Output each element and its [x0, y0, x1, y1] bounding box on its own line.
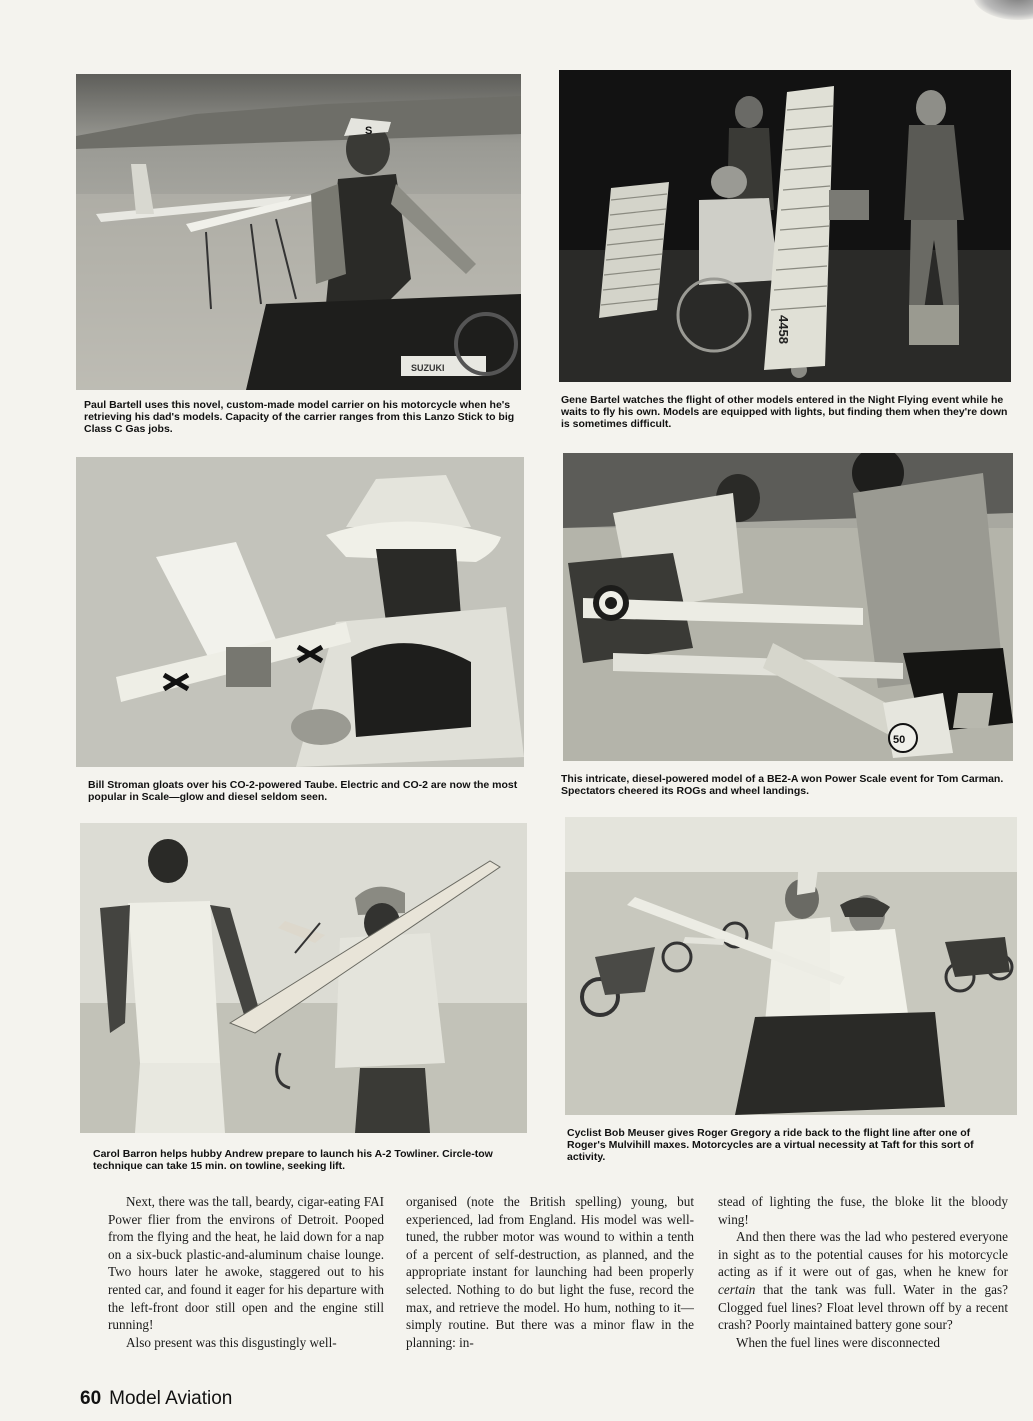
caption-photo4: This intricate, diesel-powered model of a BE2-A won Power Scale event for Tom Carman. Spectators cheered its ROGs and wheel landings. [561, 773, 1004, 797]
article-paragraph: stead of lighting the fuse, the bloke lit the bloody wing! [718, 1194, 1008, 1227]
motorcycle-brand: SUZUKI [411, 363, 445, 373]
caption-photo5: Carol Barron helps hubby Andrew prepare to launch his A-2 Towliner. Circle-tow technique can take 15 min. on towline, seeking lift. [93, 1148, 493, 1172]
article-paragraph: Next, there was the tall, beardy, cigar-eating FAI Power flier from the environs of Detroit. Pooped from the flying and the heat, he laid down for a nap on a six-buck plastic-and-aluminum chaise lounge. Two hours later he awoke, staggered out to his rented car, and found it eager for his departure with the left-front door still open and the engine still running! [108, 1194, 384, 1333]
article-column-2 [406, 1193, 694, 1383]
photo-stroman-taube [76, 457, 524, 767]
wing-number: 4458 [776, 315, 791, 344]
page-number: 60 [80, 1388, 102, 1409]
article-emphasis: certain [718, 1281, 756, 1297]
page-footer [80, 1388, 232, 1410]
article-paragraph: Also present was this disgustingly well- [126, 1334, 337, 1350]
article-column-3 [718, 1193, 1008, 1383]
magazine-name: Model Aviation [109, 1388, 233, 1409]
caption-photo2: Gene Bartel watches the flight of other models entered in the Night Flying event while he waits to fly his own. Models are equipped with lights, but finding them when they're down is sometimes difficult. [561, 394, 1008, 430]
cap-letter: S [365, 125, 373, 137]
article-paragraph: When the fuel lines were disconnected [736, 1334, 940, 1350]
article-text: that the tank was full. Water in the gas? Clogged fuel lines? Float level thrown off by a recent crash? Poorly maintained battery gone sour? [718, 1281, 1008, 1333]
article-paragraph: organised (note the British spelling) young, but experienced, lad from England. His model was well-tuned, the rubber motor was wound to within a tenth of a percent of self-destruction, as planned, and the appropriate instant for launching had been properly selected. Nothing to do but light the fuse, record the max, and retrieve the model. Ho hum, nothing to it—simply routine. But there was a minor flaw in the planning: in- [406, 1194, 694, 1350]
photo-night-flying-wheelchair [559, 70, 1011, 382]
photo-a2-towliner [80, 823, 527, 1133]
article-column-1 [108, 1193, 384, 1383]
photo-motorcycle-model-carrier [76, 74, 521, 390]
photo-cyclists-meuser-gregory [565, 817, 1017, 1115]
caption-photo6: Cyclist Bob Meuser gives Roger Gregory a ride back to the flight line after one of Roger's Mulvihill maxes. Motorcycles are a virtual necessity at Taft for this sort of activity. [567, 1127, 974, 1163]
article-paragraph [718, 1228, 1008, 1334]
photo-be2a-biplane [563, 453, 1013, 761]
caption-photo3: Bill Stroman gloats over his CO-2-powered Taube. Electric and CO-2 are now the most popular in Scale—glow and diesel seldom seen. [88, 779, 518, 803]
article-text: And then there was the lad who pestered everyone in sight as to the potential causes for his motorcycle acting as if it were out of gas, when he knew for [718, 1229, 1008, 1280]
caption-photo1: Paul Bartell uses this novel, custom-made model carrier on his motorcycle when he's retrieving his dad's models. Capacity of the carrier ranges from this Lanzo Stick to big Class C Gas jobs. [84, 399, 515, 435]
page-corner-shadow [973, 0, 1033, 20]
tail-number: 50 [893, 734, 906, 746]
